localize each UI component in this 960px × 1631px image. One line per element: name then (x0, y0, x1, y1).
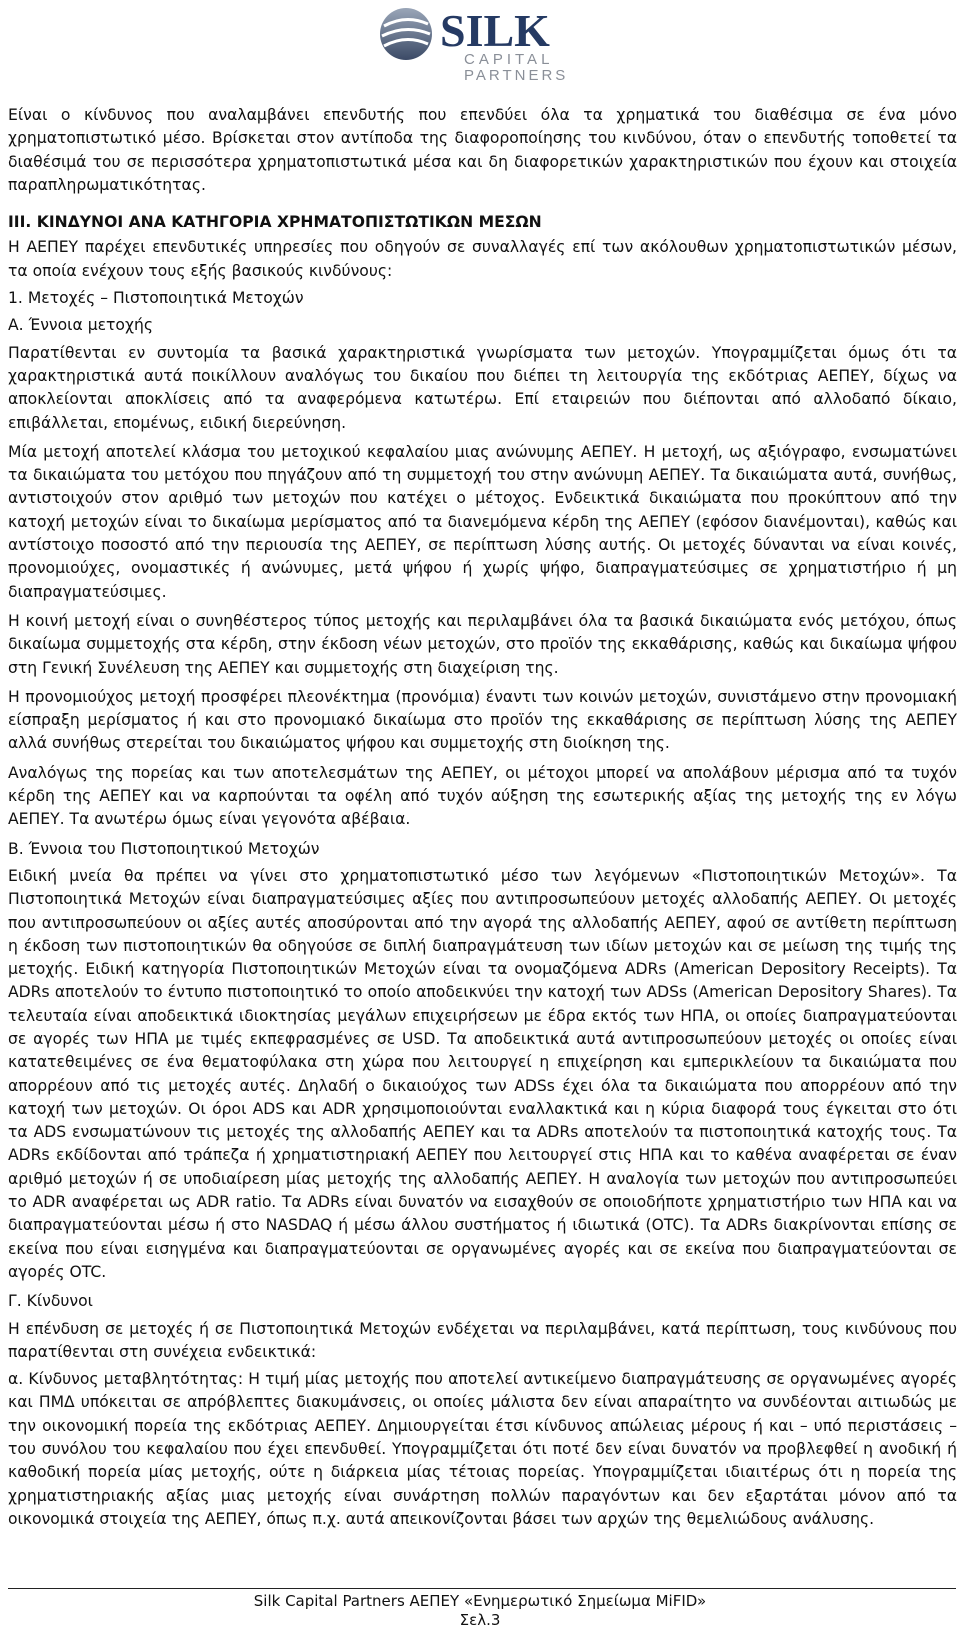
document-body (8, 104, 957, 1537)
item-heading-shares: 1. Μετοχές – Πιστοποιητικά Μετοχών (8, 289, 304, 308)
page-footer (0, 1592, 960, 1630)
paragraph: α. Κίνδυνος μεταβλητότητας: Η τιμή μίας μετοχής που αποτελεί αντικείμενο διαπραγμάτευσης σε οργανωμένες αγορές και ΠΜΔ υπόκειται σε απρόβλεπτες διακυμάνσεις, οι οποίες μάλιστα δεν είναι απαραίτητο να συνδέονται αιτιωδώς με την οικονομική πορεία της εκδότριας ΑΕΠΕΥ. Δημιουργείται έτσι κίνδυνος απώλειας μέρους ή και – υπό περιστάσεις – του συνόλου του κεφαλαίου που έχει επενδυθεί. Υπογραμμίζεται ότι ποτέ δεν είναι δυνατόν να προβλεφθεί η ανοδική ή καθοδική πορεία μίας μετοχής, ούτε η διάρκεια μίας τέτοιας πορείας. Υπογραμμίζεται ιδιαιτέρως ότι η πορεία της χρηματιστηριακής αξίας μιας μετοχής είναι συνάρτηση πολλών παραγόντων και δεν εξαρτάται μόνον από τα οικονομικά στοιχεία της ΑΕΠΕΥ, όπως π.χ. αυτά απεικονίζονται βάσει των αρχών της θεμελιώδους ανάλυσης. (8, 1370, 957, 1528)
paragraph: Παρατίθενται εν συντομία τα βασικά χαρακτηριστικά γνωρίσματα των μετοχών. Υπογραμμίζεται όμως ότι τα χαρακτηριστικά αυτά ποικίλλουν αναλόγως του δικαίου που διέπει τη λειτουργία της εκδότριας ΑΕΠΕΥ, δίχως να αποκλείονται αποκλίσεις από τα αναφερόμενα κατωτέρω. Επί εταιρειών που διέπονται από αλλοδαπό δίκαιο, επιβάλλεται, επομένως, ειδική διερεύνηση. (8, 343, 957, 432)
paragraph: Ειδική μνεία θα πρέπει να γίνει στο χρηματοπιστωτικό μέσο των λεγόμενων «Πιστοποιητικών Μετοχών». Τα Πιστοποιητικά Μετοχών είναι διαπραγματεύσιμες αξίες που αντιπροσωπεύουν μετοχές αλλοδαπής ΑΕΠΕΥ. Οι μετοχές που αντιπροσωπεύουν οι αξίες αυτές αποσύρονται από την αγορά της αλλοδαπής ΑΕΠΕΥ, αφού σε αντίθετη περίπτωση η έκδοση των πιστοποιητικών θα οδηγούσε σε διπλή διαπραγμάτευση των ιδίων μετοχών και σε μείωση της τιμής της μετοχής. Ειδική κατηγορία Πιστοποιητικών Μετοχών είναι τα ονομαζόμενα ADRs (American Depository Receipts). Τα ADRs αποτελούν το έντυπο πιστοποιητικό το οποίο αποδεικνύει την κατοχή των ADSs (American Depository Shares). Τα τελευταία είναι αποδεικτικά ιδιοκτησίας μεγάλων επιχειρήσεων με έδρα εκτός των ΗΠΑ, οι οποίες διαπραγματεύονται σε αγορές των ΗΠΑ με τιμές εκπεφρασμένες σε USD. Τα αποδεικτικά αυτά αντιπροσωπεύουν μετοχές οι οποίες είναι κατατεθειμένες σε ένα θεματοφύλακα στη χώρα που λειτουργεί η επιχείρηση και εμπερικλείουν τα δικαιώματα που απορρέουν από τις μετοχές αυτές. Δηλαδή ο δικαιούχος των ADSs έχει όλα τα δικαιώματα που απορρέουν από την κατοχή των μετοχών. Οι όροι ADS και ADR χρησιμοποιούνται εναλλακτικά και η κύρια διαφορά τους έγκειται στο ότι τα ADS ενσωματώνουν τις μετοχές της αλλοδαπής ΑΕΠΕΥ και τα ADRs αποτελούν τα πιστοποιητικά κατοχής τους. Τα ADRs εκδίδονται από τράπεζα ή χρηματιστηριακή ΑΕΠΕΥ που λειτουργεί στις ΗΠΑ και το καθένα αναφέρεται σε έναν αριθμό μετοχών ή σε υποδιαίρεση μίας μετοχής της αλλοδαπής ΑΕΠΕΥ. Η αναλογία των μετοχών που αντιπροσωπεύει το ADR αναφέρεται ως ADR ratio. Τα ADRs είναι δυνατόν να εισαχθούν σε οποιοδήποτε χρηματιστήριο των ΗΠΑ και να διαπραγματεύονται μέσω ή στο NASDAQ ή μέσω άλλου συστήματος ή ιδιωτικά (OTC). Τα ADRs διακρίνονται επίσης σε εκείνα που είναι εισηγμένα και διαπραγματεύονται σε οργανωμένες αγορές και σε εκείνα που διαπραγματεύονται σε αγορές OTC. (8, 866, 957, 1281)
paragraph: Η κοινή μετοχή είναι ο συνηθέστερος τύπος μετοχής και περιλαμβάνει όλα τα βασικά δικαιώματα ενός μετόχου, όπως δικαίωμα συμμετοχής στα κέρδη, στην έκδοση νέων μετοχών, στο προϊόν της εκκαθάρισης, καθώς και δικαίωμα ψήφου στη Γενική Συνέλευση της ΑΕΠΕΥ και συμμετοχής στη διαχείριση της. (8, 611, 957, 677)
logo-sub-capital: CAPITAL (464, 51, 554, 68)
section-heading: III. ΚΙΝΔΥΝΟΙ ΑΝΑ ΚΑΤΗΓΟΡΙΑ ΧΡΗΜΑΤΟΠΙΣΤΩΤΙΚΩΝ ΜΕΣΩΝ (8, 213, 542, 232)
subheading-share-concept: Α. Έννοια μετοχής (8, 316, 154, 335)
paragraph: Μία μετοχή αποτελεί κλάσμα του μετοχικού κεφαλαίου μιας ανώνυμης ΑΕΠΕΥ. Η μετοχή, ως αξιόγραφο, ενσωματώνει τα δικαιώματα του μετόχου που πηγάζουν από τη συμμετοχή του στην ανώνυμη ΑΕΠΕΥ. Τα δικαιώματα αυτά, συνήθως, αντιστοιχούν στον αριθμό των μετοχών που κατέχει ο μέτοχος. Ενδεικτικά δικαιώματα που προκύπτουν από την κατοχή μετοχών είναι το δικαίωμα μερίσματος από τα διανεμόμενα κέρδη της ΑΕΠΕΥ (εφόσον διανέμονται), καθώς και αντίστοιχο ποσοστό από την περιουσία της ΑΕΠΕΥ, σε περίπτωση λύσης αυτής. Οι μετοχές δύνανται να είναι κοινές, προνομιούχες, ονομαστικές ή ανώνυμες, μετά ψήφου ή χωρίς ψήφο, διαπραγματεύσιμες σε χρηματιστήριο ή μη διαπραγματεύσιμες. (8, 442, 957, 601)
paragraph: Η επένδυση σε μετοχές ή σε Πιστοποιητικά Μετοχών ενδέχεται να περιλαμβάνει, κατά περίπτωση, τους κινδύνους που παρατίθενται στη συνέχεια ενδεικτικά: (8, 1319, 957, 1361)
footer-divider (8, 1588, 956, 1589)
subheading-certificates: Β. Έννοια του Πιστοποιητικού Μετοχών (8, 839, 320, 858)
logo-sub-partners: PARTNERS (464, 67, 569, 84)
footer-title: Silk Capital Partners ΑΕΠΕΥ «Ενημερωτικό Σημείωμα MiFID» (253, 1592, 707, 1610)
section-intro: Η ΑΕΠΕΥ παρέχει επενδυτικές υπηρεσίες που οδηγούν σε συναλλαγές επί των ακόλουθων χρηματοπιστωτικών μέσων, τα οποία ενέχουν τους εξής βασικούς κινδύνους: (8, 238, 957, 280)
paragraph: Αναλόγως της πορείας και των αποτελεσμάτων της ΑΕΠΕΥ, οι μέτοχοι μπορεί να απολάβουν μέρισμα από τα τυχόν κέρδη της ΑΕΠΕΥ και να καρπούνται τα οφέλη από τυχόν αύξηση της εσωτερικής αξίας της μετοχής της εν λόγω ΑΕΠΕΥ. Τα ανωτέρω όμως είναι γεγονότα αβέβαια. (8, 763, 957, 829)
silk-logo-mark (380, 0, 590, 88)
page-number: Σελ.3 (459, 1611, 501, 1629)
paragraph: Η προνομιούχος μετοχή προσφέρει πλεονέκτημα (προνόμια) έναντι των κοινών μετοχών, συνιστάμενο στην προνομιακή είσπραξη μερίσματος ή και στο προνομιακό δικαίωμα στο προϊόν της εκκαθάρισης σε περίπτωση λύσης της ΑΕΠΕΥ αλλά συνήθως στερείται του δικαιώματος ψήφου και συμμετοχής στη διοίκηση της. (8, 687, 957, 753)
logo-wordmark: SILK (440, 5, 550, 56)
subheading-risks: Γ. Κίνδυνοι (8, 1292, 93, 1311)
intro-paragraph: Είναι ο κίνδυνος που αναλαμβάνει επενδυτής που επενδύει όλα τα χρηματικά του διαθέσιμα σε ένα μόνο χρηματοπιστωτικό μέσο. Βρίσκεται στον αντίποδα της διαφοροποίησης του κινδύνου, όταν ο επενδυτής τοποθετεί τα διαθέσιμά του σε περισσότερα χρηματοπιστωτικά μέσα και δη διαφορετικών χαρακτηριστικών που έχουν και στοιχεία παραπληρωματικότητας. (8, 106, 957, 194)
company-logo (380, 0, 590, 88)
